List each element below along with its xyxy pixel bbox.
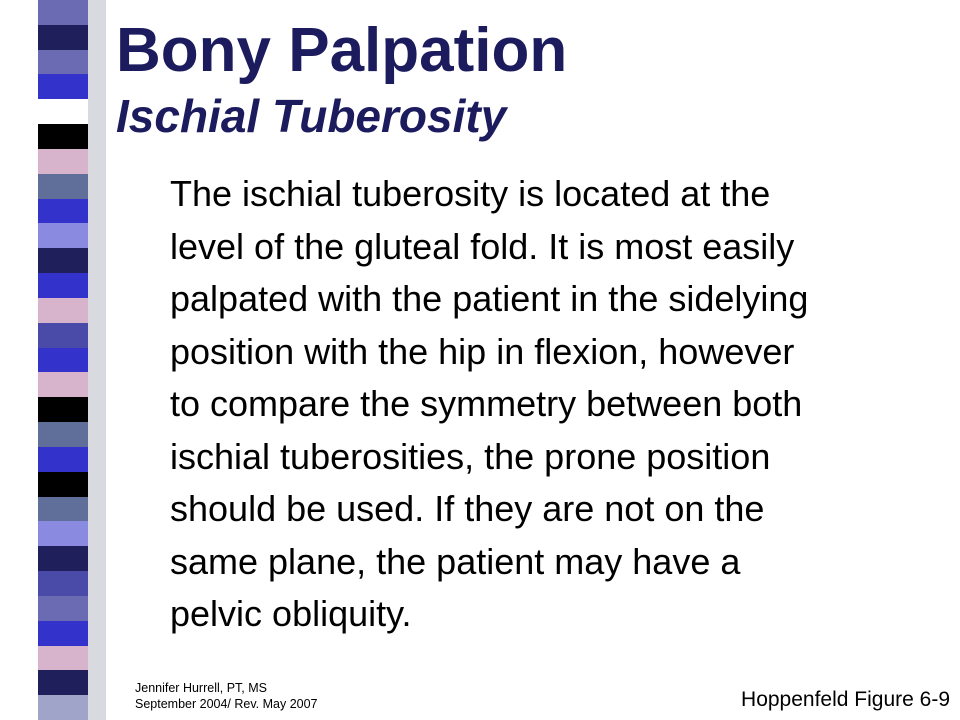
- stripe-block: [38, 497, 88, 522]
- stripe-block: [38, 695, 88, 720]
- stripe-block: [38, 521, 88, 546]
- stripe-block: [38, 372, 88, 397]
- stripe-block: [38, 670, 88, 695]
- stripe-block: [38, 124, 88, 149]
- footer-figure-reference: Hoppenfeld Figure 6-9: [741, 688, 950, 711]
- stripe-block: [38, 323, 88, 348]
- slide-title: [116, 14, 567, 144]
- stripe-block: [38, 546, 88, 571]
- stripe-block: [38, 348, 88, 373]
- stripe-block: [38, 74, 88, 99]
- body-line: same plane, the patient may have a: [170, 540, 741, 582]
- stripe-blocks: [38, 0, 88, 720]
- body-line: palpated with the patient in the sidelying: [170, 278, 809, 319]
- body-line: level of the gluteal fold. It is most easily: [170, 225, 795, 267]
- slide-body: [170, 168, 940, 641]
- footer-author: [135, 680, 318, 712]
- stripe-block: [38, 149, 88, 174]
- stripe-block: [38, 223, 88, 248]
- stripe-block: [38, 174, 88, 199]
- body-line: The ischial tuberosity is located at the: [170, 173, 771, 214]
- stripe-block: [38, 0, 88, 25]
- body-line: to compare the symmetry between both: [170, 383, 803, 424]
- body-line: position with the hip in flexion, however: [170, 330, 795, 372]
- stripe-block: [38, 248, 88, 273]
- body-line: ischial tuberosities, the prone position: [170, 435, 771, 477]
- stripe-block: [38, 472, 88, 497]
- stripe-shadow: [88, 0, 106, 720]
- stripe-block: [38, 199, 88, 224]
- stripe-block: [38, 298, 88, 323]
- stripe-block: [38, 99, 88, 124]
- stripe-block: [38, 397, 88, 422]
- stripe-block: [38, 621, 88, 646]
- title-main: Bony Palpation: [116, 16, 568, 85]
- stripe-block: [38, 571, 88, 596]
- stripe-block: [38, 447, 88, 472]
- body-line: pelvic obliquity.: [170, 593, 412, 634]
- stripe-block: [38, 25, 88, 50]
- footer-author-name: Jennifer Hurrell, PT, MS: [135, 681, 267, 695]
- title-subtitle: Ischial Tuberosity: [116, 90, 507, 142]
- stripe-block: [38, 596, 88, 621]
- stripe-block: [38, 646, 88, 671]
- stripe-block: [38, 50, 88, 75]
- decorative-stripe: [0, 0, 110, 720]
- footer-author-date: September 2004/ Rev. May 2007: [135, 697, 318, 711]
- stripe-block: [38, 422, 88, 447]
- stripe-block: [38, 273, 88, 298]
- body-line: should be used. If they are not on the: [170, 488, 765, 529]
